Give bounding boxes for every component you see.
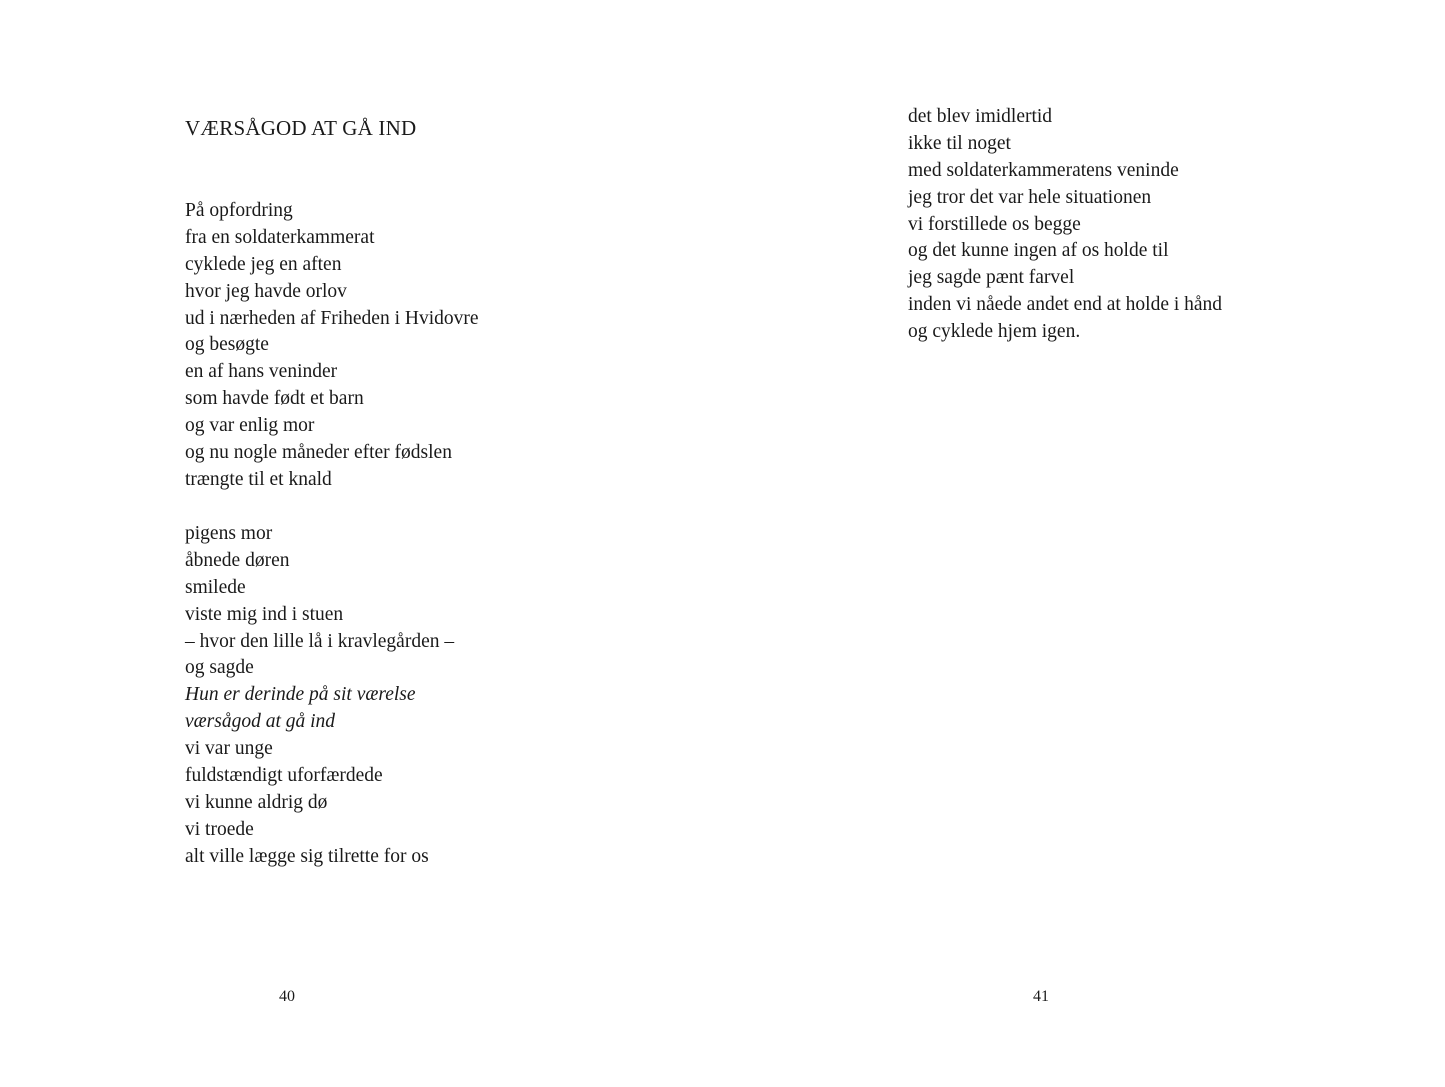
poem-line: en af hans veninder	[185, 361, 338, 383]
poem-line: med soldaterkammeratens veninde	[908, 159, 1179, 181]
page-number: 41	[1033, 988, 1049, 1005]
stanza	[185, 198, 479, 494]
poem-line: åbnede døren	[185, 549, 290, 571]
poem-line: vi var unge	[185, 738, 273, 760]
poem-line: ikke til noget	[908, 132, 1011, 154]
poem-line: vi kunne aldrig dø	[185, 791, 328, 813]
stanza	[185, 521, 454, 871]
poem-line: inden vi nåede andet end at holde i hånd	[908, 294, 1223, 316]
poem-line: hvor jeg havde orlov	[185, 280, 347, 302]
poem-line: fuldstændigt uforfærdede	[185, 765, 383, 787]
poem-line: vi troede	[185, 818, 254, 840]
poem-line: og var enlig mor	[185, 415, 315, 437]
poem-line: og besøgte	[185, 334, 269, 356]
poem-line: Hun er derinde på sit værelse	[185, 684, 416, 706]
poem-line: og det kunne ingen af os holde til	[908, 240, 1169, 262]
poem-line: som havde født et barn	[185, 388, 364, 410]
poem-line: jeg tror det var hele situationen	[908, 186, 1152, 208]
poem-line: alt ville lægge sig tilrette for os	[185, 845, 429, 867]
page-number: 40	[279, 988, 295, 1005]
poem-line: det blev imidlertid	[908, 106, 1053, 127]
poem-line: jeg sagde pænt farvel	[908, 267, 1075, 289]
poem-line: pigens mor	[185, 523, 273, 544]
poem-line: cyklede jeg en aften	[185, 253, 342, 275]
left-page	[0, 0, 722, 1087]
poem-line: trængte til et knald	[185, 468, 332, 490]
poem-line: og nu nogle måneder efter fødslen	[185, 442, 452, 464]
poem-line: og cyklede hjem igen.	[908, 321, 1081, 343]
poem-line: – hvor den lille lå i kravlegården –	[185, 630, 455, 652]
poem-line: fra en soldaterkammerat	[185, 226, 375, 248]
right-page	[722, 0, 1445, 1087]
poem-line: ud i nærheden af Friheden i Hvidovre	[185, 307, 479, 329]
poem-line: På opfordring	[185, 200, 293, 221]
poem-line: vi forstillede os begge	[908, 213, 1081, 235]
stanza	[908, 104, 1222, 346]
poem-title: VÆRSÅGOD AT GÅ IND	[185, 116, 417, 140]
poem-line: smilede	[185, 576, 246, 598]
poem-line: viste mig ind i stuen	[185, 603, 344, 625]
poem-line: og sagde	[185, 657, 254, 679]
poem-line: værsågod at gå ind	[185, 711, 336, 733]
